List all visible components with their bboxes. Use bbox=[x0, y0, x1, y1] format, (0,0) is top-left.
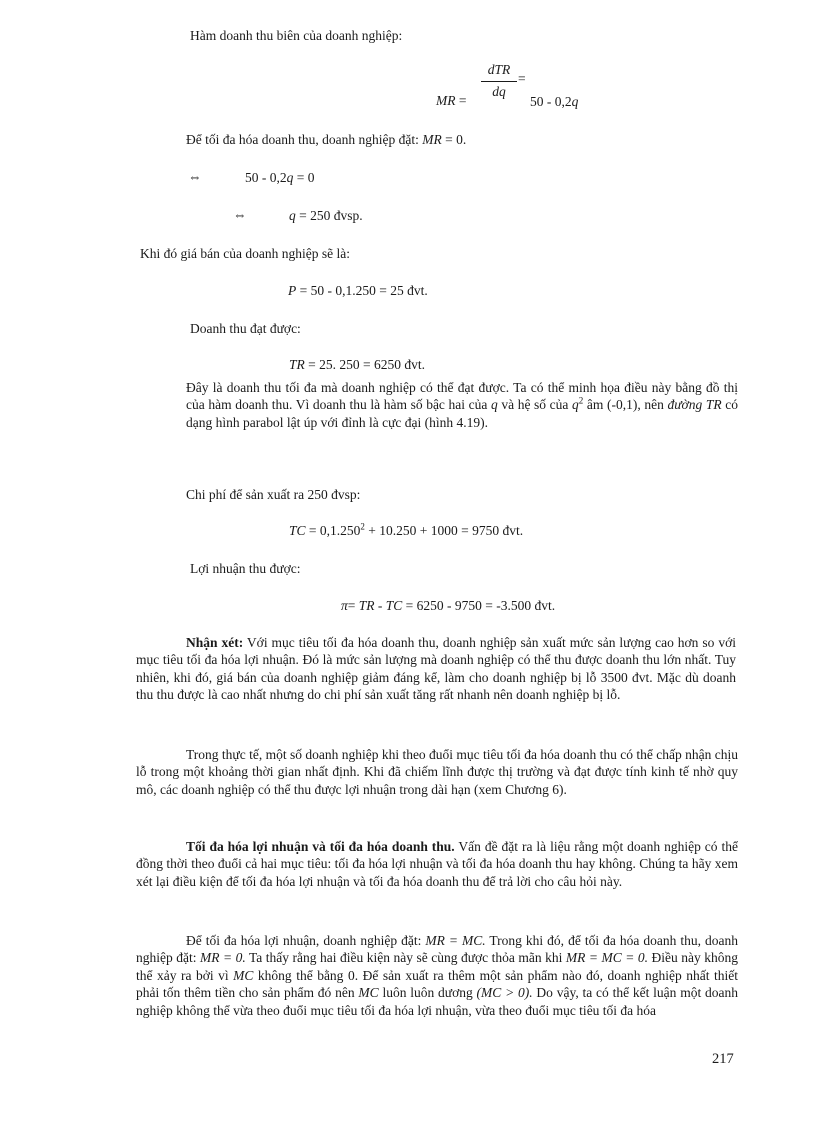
eq-zero: 50 - 0,2q = 0 bbox=[245, 170, 315, 185]
eq-revenue: TR = 25. 250 = 6250 đvt. bbox=[289, 357, 425, 372]
eq-cost: TC = $0,1.250^2 + 10.250 + 1000 = 9750$ đvt. bbox=[289, 521, 524, 538]
eq-profit: π= TR - TC = 6250 - 9750 = -3.500 đvt. bbox=[341, 598, 556, 613]
paragraph-both-objectives: Tối đa hóa lợi nhuận và tối đa hóa doanh thu. Vấn đề đặt ra là liệu rằng một doanh nghiệp có thể đồng thời theo đuổi cả hai mục tiêu: tối đa hóa lợi nhuận và tối đa hóa doanh thu hay không. Chúng ta hãy xem xét lại điều kiện để tối đa hóa lợi nhuận và tối đa hóa doanh thu để trả lời cho câu hỏi này. bbox=[136, 839, 738, 889]
paragraph-remark: Nhận xét: Với mục tiêu tối đa hóa doanh thu, doanh nghiệp sản xuất mức sản lượng cao hơn so với mục tiêu tối đa hóa lợi nhuận. Đó là mức sản lượng mà doanh nghiệp có thể thu được doanh thu lớn nhất. Tuy nhiên, khi đó, giá bán của doanh nghiệp giảm đáng kể, làm cho doanh nghiệp bị lỗ 3500 đvt. Mặc dù doanh thu thu được là cao nhất nhưng do chi phí sản xuất tăng rất nhanh nên doanh nghiệp bị lỗ. bbox=[136, 635, 736, 703]
paragraph-practice: Trong thực tế, một số doanh nghiệp khi theo đuổi mục tiêu tối đa hóa doanh thu có thể chấp nhận chịu lỗ trong một khoảng thời gian nhất định. Khi đã chiếm lĩnh được thị trường và đạt được tính kinh tế nhờ quy mô, các doanh nghiệp có thể thu được lợi nhuận trong dài hạn (xem Chương 6). bbox=[136, 747, 738, 797]
mr-formula-lhs: MR = bbox=[436, 93, 467, 108]
maximize-revenue-line: Để tối đa hóa doanh thu, doanh nghiệp đặt: MR = 0. bbox=[186, 132, 467, 147]
paragraph-max-revenue: Đây là doanh thu tối đa mà doanh nghiệp có thể đạt được. Ta có thể minh họa điều này bằng đồ thị của hàm doanh thu. Vì doanh thu là hàm số bậc hai của q và hệ số của $q^2$ âm (-0,1), nên đường TR có dạng hình parabol lật úp với đỉnh là cực đại (hình 4.19). bbox=[186, 380, 738, 430]
eq-price: P = 50 - 0,1.250 = 25 đvt. bbox=[288, 283, 428, 298]
revenue-intro: Doanh thu đạt được: bbox=[190, 321, 301, 336]
mr-formula-numerator: dTR bbox=[487, 62, 511, 77]
profit-intro: Lợi nhuận thu được: bbox=[190, 561, 301, 576]
mr-formula-equals: = bbox=[518, 71, 526, 86]
equivalence-icon: ⇔ bbox=[233, 207, 247, 222]
mr-formula-rhs: 50 - 0,2q bbox=[530, 94, 579, 109]
cost-intro: Chi phí để sản xuất ra 250 đvsp: bbox=[186, 487, 361, 502]
mr-intro: Hàm doanh thu biên của doanh nghiệp: bbox=[190, 28, 403, 43]
eq-q: q = 250 đvsp. bbox=[289, 208, 363, 223]
mr-formula-fraction-bar bbox=[481, 81, 517, 82]
price-intro: Khi đó giá bán của doanh nghiệp sẽ là: bbox=[140, 246, 350, 261]
paragraph-conditions: Để tối đa hóa lợi nhuận, doanh nghiệp đặt: MR = MC. Trong khi đó, để tối đa hóa doanh thu, doanh nghiệp đặt: MR = 0. Ta thấy rằng hai điều kiện này sẽ cùng được thỏa mãn khi MR = MC = 0. Điều này không thể xảy ra bởi vì MC không thể bằng 0. Để sản xuất ra thêm một sản phẩm nào đó, doanh nghiệp nhất thiết phải tốn thêm tiền cho sản phẩm đó nên MC luôn luôn dương (MC > 0). Do vậy, ta có thể kết luận một doanh nghiệp không thể vừa theo đuổi mục tiêu tối đa hóa lợi nhuận, vừa theo đuổi mục tiêu tối đa hóa bbox=[136, 933, 738, 1018]
mr-formula-denominator: dq bbox=[492, 84, 506, 99]
page-number: 217 bbox=[712, 1051, 734, 1067]
equivalence-icon: ⇔ bbox=[188, 169, 202, 184]
